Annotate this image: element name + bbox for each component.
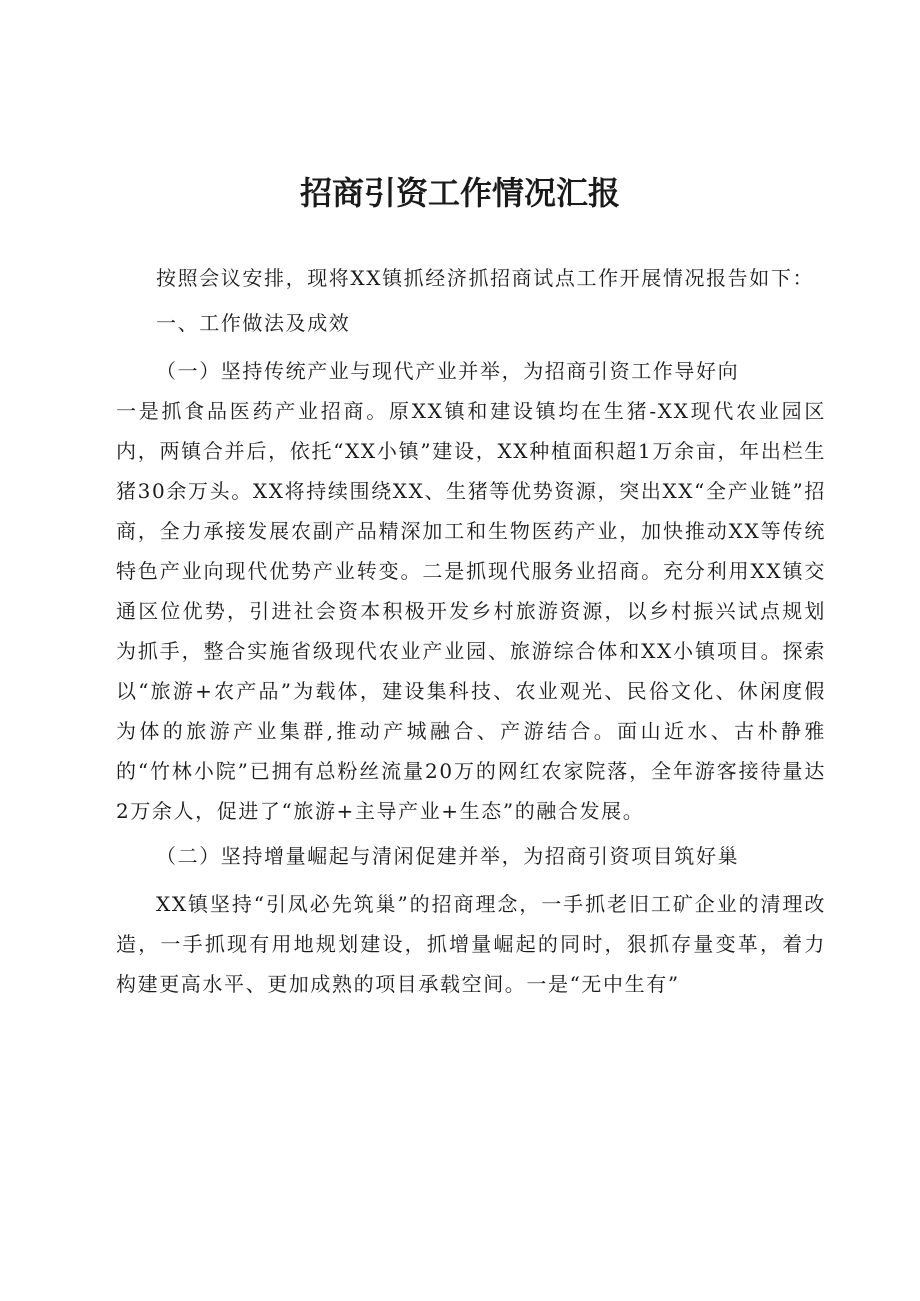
- subsection-1-body: 一是抓食品医药产业招商。原XX镇和建设镇均在生猪-XX现代农业园区内，两镇合并后，依托“XX小镇”建设，XX种植面积超1万余亩，年出栏生猪30余万头。XX将持续围绕XX、生猪等优势资源，突出XX“全产业链”招商，全力承接发展农副产品精深加工和生物医药产业，加快推动XX等传统特色产业向现代优势产业转变。二是抓现代服务业招商。充分利用XX镇交通区位优势，引进社会资本积极开发乡村旅游资源，以乡村振兴试点规划为抓手，整合实施省级现代农业产业园、旅游综合体和XX小镇项目。探索以“旅游+农产品”为载体，建设集科技、农业观光、民俗文化、休闲度假为体的旅游产业集群,推动产城融合、产游结合。面山近水、古朴静雅的“竹林小院”已拥有总粉丝流量20万的网红农家院落，全年游客接待量达2万余人，促进了“旅游+主导产业+生态”的融合发展。: [116, 399, 826, 823]
- intro-paragraph: 按照会议安排，现将XX镇抓经济抓招商试点工作开展情况报告如下：: [156, 266, 815, 290]
- subsection-heading-1: （一）坚持传统产业与现代产业并举，为招商引资工作导好向: [156, 359, 740, 383]
- document-title: 招商引资工作情况汇报: [299, 174, 620, 212]
- subsection-heading-2: （二）坚持增量崛起与清闲促建并举，为招商引资项目筑好巢: [156, 844, 740, 868]
- subsection-2-body: XX镇坚持“引凤必先筑巢”的招商理念，一手抓老旧工矿企业的清理改造，一手抓现有用地规划建设，抓增量崛起的同时，狠抓存量变革，着力构建更高水平、更加成熟的项目承载空间。一是“无中生有”: [116, 892, 826, 996]
- section-heading-1: 一、工作做法及成效: [156, 311, 351, 335]
- document-body: [116, 258, 826, 1009]
